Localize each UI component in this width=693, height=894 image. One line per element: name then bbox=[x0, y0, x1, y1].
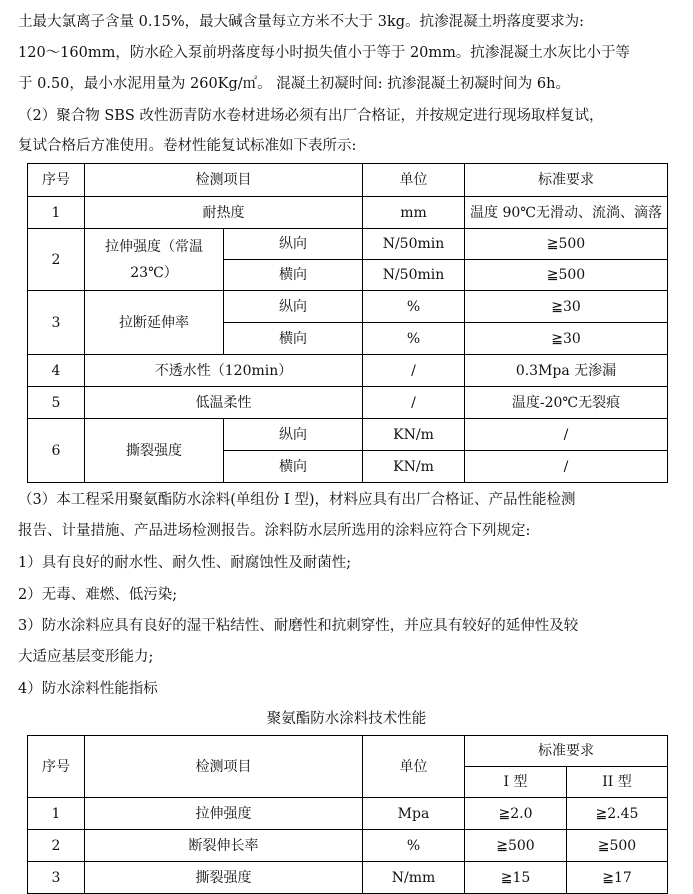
table-row bbox=[28, 229, 668, 260]
unit-cell: N/50min bbox=[363, 260, 465, 291]
standard-cell: ≧500 bbox=[465, 260, 668, 291]
membrane-spec-table bbox=[27, 163, 668, 483]
direction-cell: 纵向 bbox=[224, 419, 363, 451]
standard-cell: 0.3Mpa 无渗漏 bbox=[465, 355, 668, 387]
standard-cell: ≧17 bbox=[567, 862, 668, 894]
standard-cell: ≧30 bbox=[465, 291, 668, 323]
unit-cell: Mpa bbox=[363, 798, 465, 830]
unit-cell: % bbox=[363, 323, 465, 355]
standard-cell: 温度 90℃无滑动、流淌、滴落 bbox=[465, 197, 668, 229]
unit-cell: KN/m bbox=[363, 451, 465, 483]
unit-cell: % bbox=[363, 830, 465, 862]
header-cell: 标准要求 bbox=[465, 164, 668, 197]
row-number: 3 bbox=[28, 291, 85, 355]
table-row bbox=[28, 291, 668, 323]
test-item: 拉断延伸率 bbox=[85, 291, 224, 355]
standard-cell: ≧500 bbox=[465, 229, 668, 260]
direction-cell: 横向 bbox=[224, 451, 363, 483]
test-item: 拉伸强度 bbox=[85, 798, 363, 830]
table-row bbox=[28, 355, 668, 387]
table-row bbox=[28, 798, 668, 830]
direction-cell: 纵向 bbox=[224, 229, 363, 260]
unit-cell: KN/m bbox=[363, 419, 465, 451]
row-number: 2 bbox=[28, 229, 85, 291]
paragraph-line: 2）无毒、难燃、低污染; bbox=[18, 587, 178, 603]
standard-cell: / bbox=[465, 419, 668, 451]
paragraph-line: 大适应基层变形能力; bbox=[18, 649, 154, 665]
paragraph-line: 于 0.50，最小水泥用量为 260Kg/㎡。 混凝土初凝时间: 抗渗混凝土初凝时间为 6h。 bbox=[18, 76, 570, 92]
paragraph-line: 土最大氯离子含量 0.15%，最大碱含量每立方米不大于 3kg。抗渗混凝土坍落度要求为: bbox=[18, 14, 584, 30]
standard-cell: ≧2.45 bbox=[567, 798, 668, 830]
table-row bbox=[28, 419, 668, 451]
unit-cell: / bbox=[363, 387, 465, 419]
test-item: 拉伸强度（常温 23℃） bbox=[85, 229, 224, 291]
unit-cell: N/50min bbox=[363, 229, 465, 260]
paragraph-line: 4）防水涂料性能指标 bbox=[18, 681, 158, 697]
direction-cell: 纵向 bbox=[224, 291, 363, 323]
type-header-cell: I 型 bbox=[465, 767, 567, 798]
unit-cell: mm bbox=[363, 197, 465, 229]
unit-cell: % bbox=[363, 291, 465, 323]
standard-cell: ≧500 bbox=[567, 830, 668, 862]
test-item: 低温柔性 bbox=[85, 387, 363, 419]
test-item: 撕裂强度 bbox=[85, 419, 224, 483]
coating-spec-table bbox=[27, 735, 668, 894]
header-cell: 检测项目 bbox=[85, 736, 363, 798]
header-cell: 序号 bbox=[28, 164, 85, 197]
standard-cell: ≧500 bbox=[465, 830, 567, 862]
row-number: 6 bbox=[28, 419, 85, 483]
header-cell: 单位 bbox=[363, 736, 465, 798]
paragraph-line: （3）本工程采用聚氨酯防水涂料(单组份 I 型)，材料应具有出厂合格证、产品性能检测 bbox=[18, 492, 576, 508]
test-item: 不透水性（120min） bbox=[85, 355, 363, 387]
standard-cell: ≧2.0 bbox=[465, 798, 567, 830]
row-number: 3 bbox=[28, 862, 85, 894]
test-item: 耐热度 bbox=[85, 197, 363, 229]
standard-cell: 温度-20℃无裂痕 bbox=[465, 387, 668, 419]
direction-cell: 横向 bbox=[224, 323, 363, 355]
unit-cell: N/mm bbox=[363, 862, 465, 894]
standard-cell: ≧15 bbox=[465, 862, 567, 894]
paragraph-line: 3）防水涂料应具有良好的湿干粘结性、耐磨性和抗刺穿性，并应具有较好的延伸性及较 bbox=[18, 618, 579, 634]
paragraph-line: （2）聚合物 SBS 改性沥青防水卷材进场必须有出厂合格证，并按规定进行现场取样复试， bbox=[18, 108, 604, 124]
paragraph-line: 复试合格后方准使用。卷材性能复试标准如下表所示: bbox=[18, 138, 357, 154]
table-row bbox=[28, 197, 668, 229]
paragraph-line: 1）具有良好的耐水性、耐久性、耐腐蚀性及耐菌性; bbox=[18, 555, 352, 571]
row-number: 2 bbox=[28, 830, 85, 862]
table-caption: 聚氨酯防水涂料技术性能 bbox=[266, 711, 427, 727]
table-header-row bbox=[28, 736, 668, 767]
header-cell: 检测项目 bbox=[85, 164, 363, 197]
row-number: 5 bbox=[28, 387, 85, 419]
row-number: 4 bbox=[28, 355, 85, 387]
table-row bbox=[28, 862, 668, 894]
standard-cell: / bbox=[465, 451, 668, 483]
row-number: 1 bbox=[28, 798, 85, 830]
header-cell: 标准要求 bbox=[465, 736, 668, 767]
test-item: 撕裂强度 bbox=[85, 862, 363, 894]
type-header-cell: II 型 bbox=[567, 767, 668, 798]
row-number: 1 bbox=[28, 197, 85, 229]
test-item: 断裂伸长率 bbox=[85, 830, 363, 862]
header-cell: 序号 bbox=[28, 736, 85, 798]
direction-cell: 横向 bbox=[224, 260, 363, 291]
table-row bbox=[28, 830, 668, 862]
header-cell: 单位 bbox=[363, 164, 465, 197]
paragraph-line: 120～160mm，防水砼入泵前坍落度每小时损失值小于等于 20mm。抗渗混凝土水灰比小于等 bbox=[18, 45, 630, 61]
standard-cell: ≧30 bbox=[465, 323, 668, 355]
table-header-row bbox=[28, 164, 668, 197]
paragraph-line: 报告、计量措施、产品进场检测报告。涂料防水层所选用的涂料应符合下列规定: bbox=[18, 523, 531, 539]
table-row bbox=[28, 387, 668, 419]
unit-cell: / bbox=[363, 355, 465, 387]
